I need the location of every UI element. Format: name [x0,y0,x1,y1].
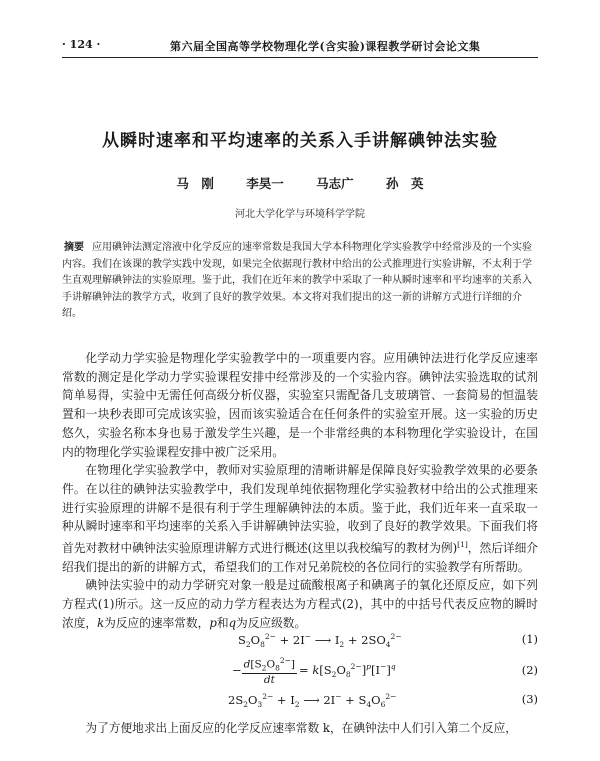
paragraph: 化学动力学实验是物理化学实验教学中的一项重要内容。应用碘钟法进行化学反应速率常数的测定是化学动力学实验课程安排中经常涉及的一个实验内容。碘钟法实验选取的试剂简单易得，实验中无需任何高级分析仪器，实验室只需配备几支玻璃管、一套简易的恒温装置和一块秒表即可完成该实验，因而该实验适合在任何条件的实验室开展。这一实验的历史悠久，实验名称本身也易于激发学生兴趣，是一个非常经典的本科物理化学实验设计，在国内的物理化学实验课程安排中被广泛采用。 [62,351,538,459]
abstract-label: 摘要 [64,242,84,253]
paragraph-text: 为反应的速率常数， [104,615,210,630]
equation-expression: $2S_2O_3^{2-} + I_2$ ⟶ $2I^- + S_4O_6^{2-}$ [228,692,397,710]
paragraph: 为了方便地求出上面反应的化学反应速率常数 k，在碘钟法中人们引入第二个反应， [85,721,517,735]
symbol-k: k [97,615,105,630]
equation-expression: − $\frac{d[S_2O_8^{2-}]}{dt}$ = $k[S_2O_8^{2-}]^p[I^-]^q$ [232,656,396,686]
equation-number: (2) [521,663,538,677]
symbol-q: q [228,615,237,630]
journal-title: 第六届全国高等学校物理化学(含实验)课程教学研讨会论文集 [170,40,481,53]
abstract [62,240,538,323]
paragraph-text: 碘钟法实验中的动力学研究对象一般是过硫酸根离子和碘离子的氧化还原反应，如下列方程式(1)所示。这一反应的动力学方程表达为方程式(2)，其中的中括号代表反应物的瞬时浓度， [62,578,538,630]
author: 马志广 [316,176,354,191]
equation-expression: $S_2O_8^{2-} + 2I^-$ ⟶ $I_2 + 2SO_4^{2-}$ [238,632,402,650]
author: 马 刚 [176,176,214,191]
body-text [62,349,538,632]
paragraph-text: ，然后详细介绍我们提出的新的讲解方式，希望我们的工作对兄弟院校的各位同行的实验教学有所帮助。 [62,540,538,574]
equation-number: (1) [521,632,538,646]
paragraph-text: 和 [216,615,229,630]
affiliation: 河北大学化学与环境科学学院 [235,209,365,220]
page-number: · 124 · [62,38,101,51]
paragraph-text: 在物理化学实验教学中，教师对实验原理的清晰讲解是保障良好实验教学效果的必要条件。在以往的碘钟法实验教学中，我们发现单纯依据物理化学实验教材中给出的公式推理来进行实验原理的讲解不是很有利于学生理解碘钟法的本质。鉴于此，我们近年来一直采取一种从瞬时速率和平均速率的关系入手讲解碘钟法实验，收到了良好的教学效果。下面我们将首先对教材中碘钟法实验原理讲解方式进行概述(这里以我校编写的教材为例) [62,463,538,555]
equation-3 [62,692,538,712]
paragraph [62,576,538,632]
paragraph [62,461,538,576]
citation-ref: [1] [457,540,468,550]
author-list [0,174,600,192]
equation-1 [62,632,538,652]
equation-2 [62,656,538,684]
author: 孙 英 [386,176,424,191]
article-title: 从瞬时速率和平均速率的关系入手讲解碘钟法实验 [102,131,498,151]
equation-number: (3) [521,692,538,706]
running-header [62,38,538,56]
header-rule [62,57,538,58]
abstract-text: 应用碘钟法测定溶液中化学反应的速率常数是我国大学本科物理化学实验教学中经常涉及的一个实验内容。我们在该课的教学实践中发现，如果完全依据现行教材中给出的公式推理进行实验讲解，不太利于学生直观理解碘钟法的实验原理。鉴于此，我们在近年来的教学中采取了一种从瞬时速率和平均速率的关系入手讲解碘钟法的教学方式，收到了良好的教学效果。本文将对我们提出的这一新的讲解方式进行详细的介绍。 [62,242,532,319]
symbol-p: p [209,615,217,630]
paragraph-text: 为反应级数。 [236,615,307,630]
author: 李昊一 [246,176,284,191]
